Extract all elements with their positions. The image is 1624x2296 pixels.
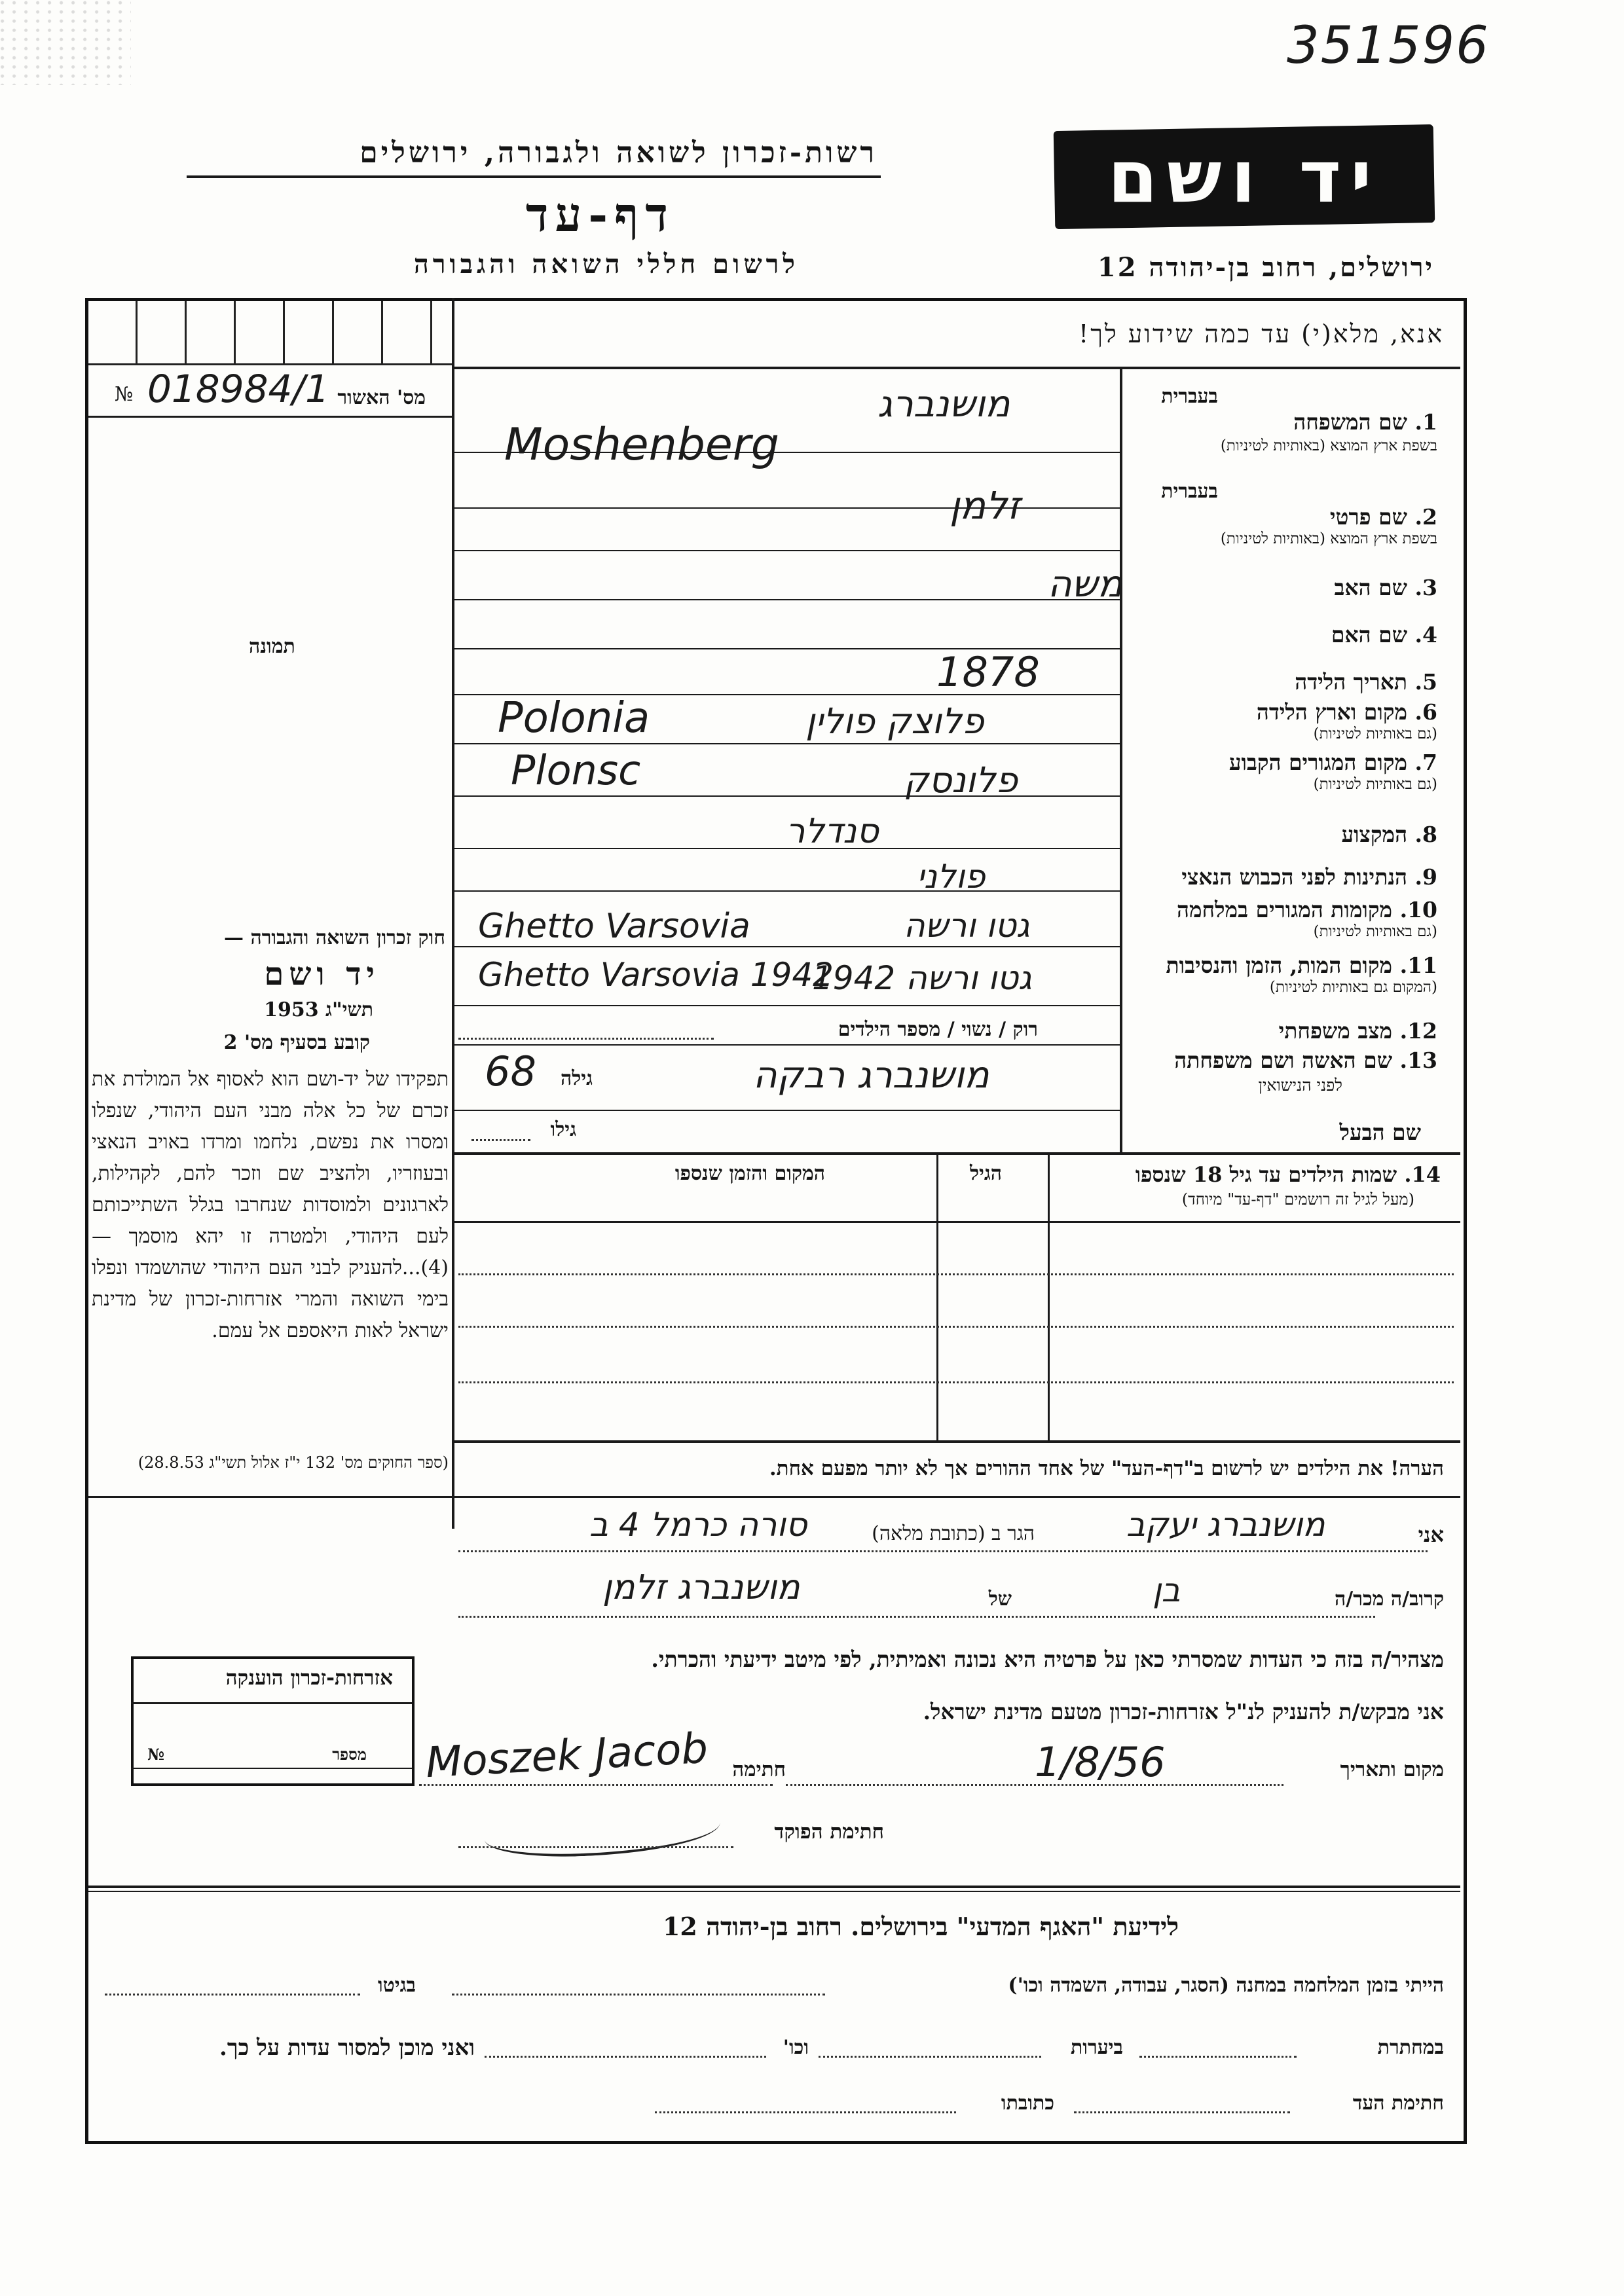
entry-rule-11	[454, 946, 1120, 947]
institution-name: רשות-זכרון לשואה ולגבורה, ירושלים	[360, 136, 877, 170]
declare-text: מצהיר/ה בזה כי העדות שמסרתי כאן על פרטיה היא נכונה ואמיתית, לפי מיטב ידיעתי והכרתי.	[651, 1647, 1444, 1672]
field-13-label: 13. שם האשה ושם משפחתה	[1174, 1048, 1437, 1073]
law-clause: קובע בסעיף מס' 2	[223, 1031, 370, 1054]
entry-rule-14	[454, 1110, 1120, 1111]
field-6-label: 6. מקום וארץ הלידה	[1256, 699, 1437, 725]
left-column-divider	[452, 298, 454, 1529]
husband-age-dots	[471, 1139, 530, 1141]
label-column-divider	[1120, 367, 1122, 1152]
birth-date: 1878	[936, 648, 1040, 696]
wartime-hebrew: גטו ורשה	[904, 907, 1030, 945]
entry-rule-8	[454, 795, 1120, 797]
children-row-3	[458, 1381, 1454, 1383]
entry-rule-13	[454, 1044, 1120, 1046]
field-11-hint: (המקום גם באותיות לטיניות)	[1269, 979, 1437, 996]
wartime-latin: Ghetto Varsovia	[478, 907, 750, 946]
bottom-line2-a: במחתרת	[1377, 2036, 1444, 2059]
scan-noise	[0, 0, 131, 85]
header-address: ירושלים, רחוב בן-יהודה 12	[1097, 252, 1434, 283]
section-rule-14	[454, 1152, 1460, 1155]
bottom-line3-dots-b	[655, 2111, 956, 2113]
bottom-line3-a: חתימת העד	[1352, 2092, 1444, 2115]
birth-place-latin: Polonia	[498, 694, 650, 742]
husband-label: שם הבעל	[1339, 1120, 1421, 1145]
official-signature-label: חתימת הפוקד	[774, 1820, 884, 1844]
bottom-line2-b: ביערות	[1070, 2036, 1123, 2059]
bottom-line2-d: ואני מוכן למסור עדות על כך.	[219, 2035, 475, 2061]
signature-label: חתימה	[732, 1758, 786, 1781]
field-3-label: 3. שם האב	[1334, 575, 1437, 600]
residence-hebrew: פלונסק	[904, 759, 1018, 801]
father-name: משה	[1048, 563, 1123, 606]
wife-name: מושנברג רבקה	[753, 1054, 989, 1097]
form-title: דף-עד	[525, 187, 674, 242]
field-5-label: 5. תאריך הלידה	[1295, 669, 1437, 695]
wife-age: 68	[485, 1048, 536, 1095]
logo-text: יד ושם	[1107, 135, 1381, 219]
approval-no-prefix: №	[115, 383, 134, 406]
bottom-line2-dots-c	[485, 2056, 766, 2058]
children-place-header: המקום והזמן שנספו	[674, 1162, 825, 1185]
field-8-label: 8. המקצוע	[1341, 822, 1437, 847]
bottom-line3-b: כתובתו	[1001, 2092, 1054, 2115]
surname-hebrew: מושנברג	[877, 383, 1010, 426]
law-name: יד ושם	[264, 956, 380, 993]
of-label: של	[988, 1588, 1012, 1611]
relation-value: בן	[1153, 1571, 1181, 1609]
children-bottom-rule	[454, 1440, 1460, 1443]
submitter-address: סורה כרמל 4 ב	[589, 1506, 807, 1544]
archive-number: 351596	[1287, 16, 1490, 75]
field-1-hint: בשפת ארץ המוצא (באותיות לטיניות)	[1220, 437, 1437, 454]
citizenship-box-title: אזרחות-זכרון הוענקה	[225, 1666, 393, 1690]
bottom-heading: לידיעת "האגף המדעי" בירושלים. רחוב בן-יהודה 12	[662, 1912, 1179, 1941]
approval-box-row	[88, 301, 452, 365]
field-4-label: 4. שם האם	[1331, 622, 1437, 647]
approval-number: 018984/1	[147, 367, 329, 411]
children-header-rule	[454, 1221, 1460, 1223]
bottom-line2-dots-b	[819, 2056, 1041, 2058]
death-latin: Ghetto Varsovia 1942	[478, 956, 834, 994]
field-2-label: 2. שם פרטי	[1329, 504, 1437, 530]
resident-label: הגר ב (כתובת מלאה)	[872, 1522, 1035, 1545]
bottom-section-rule-2	[88, 1891, 1460, 1892]
field-9-label: 9. הנתינות לפני הכבוש הנאצי	[1181, 864, 1437, 890]
photo-label: תמונה	[249, 635, 295, 658]
wife-age-label: גילה	[560, 1067, 593, 1090]
field-6-hint: (גם באותיות לטיניות)	[1313, 725, 1437, 742]
approval-label: מס' האשור	[337, 386, 426, 409]
hebrew-tag-1: בעברית	[1161, 385, 1218, 408]
bottom-line1-a: הייתי בזמן המלחמה במחנה (הסגר, עבודה, השמדה וכו')	[1008, 1974, 1444, 1997]
field-12-options: רוק / נשוי / מספר הילדים	[838, 1018, 1038, 1041]
declaration-date: 1/8/56	[1035, 1738, 1166, 1786]
profession: סנדלר	[786, 812, 879, 851]
intro-rule	[452, 367, 1460, 369]
intro-line: אנא, מלא(י) עד כמה שידוע לך!	[1079, 319, 1444, 348]
declaration-line-2	[458, 1616, 1375, 1618]
relative-of-value: מושנברג זלמן	[602, 1568, 800, 1607]
submitter-signature: Moszek Jacob	[424, 1724, 709, 1788]
citizenship-no-label: №	[147, 1745, 165, 1764]
field-7-hint: (גם באותיות לטיניות)	[1313, 776, 1437, 793]
note-text: הערה! את הילדים יש לרשום ב"דף-העד" של אחד ההורים אך לא יותר מפעם אחת.	[769, 1457, 1444, 1480]
field-14-hint: (מעל לגיל זה רושמים "דף-עד" מיוחד)	[1181, 1190, 1414, 1209]
children-col-divider-1	[1048, 1155, 1050, 1443]
field-11-label: 11. מקום המות, הזמן והנסיבות	[1166, 953, 1437, 978]
field-1-label: 1. שם המשפחה	[1293, 409, 1437, 435]
citizenship-number-rule	[131, 1768, 412, 1769]
citizenship-number-label: מספר	[332, 1745, 367, 1764]
field-12-label: 12. מצב משפחתי	[1278, 1018, 1437, 1044]
children-age-header: הגיל	[969, 1162, 1002, 1185]
form-subtitle: לרשום חללי השואה והגבורה	[413, 249, 799, 280]
bottom-line2-dots-a	[1139, 2056, 1297, 2058]
residence-latin: Plonsc	[511, 746, 641, 794]
field-2-hint: בשפת ארץ המוצא (באותיות לטיניות)	[1220, 530, 1437, 547]
bottom-line1-b: בגיטו	[377, 1974, 416, 1997]
law-heading: חוק זכרון השואה והגבורה —	[224, 926, 445, 949]
entry-rule-12	[454, 1005, 1120, 1006]
bottom-line1-dots-b	[105, 1994, 360, 1995]
children-row-2	[458, 1326, 1454, 1328]
husband-age-label: גילו	[550, 1118, 576, 1141]
law-year: תשי"ג 1953	[264, 998, 373, 1021]
approval-line	[88, 416, 452, 418]
bottom-line2-c: וכו'	[783, 2036, 809, 2059]
first-name-hebrew: זלמן	[950, 483, 1021, 528]
citizenship: פולני	[917, 858, 986, 896]
request-text: אני מבקש/ת להעניק לנ"ל אזרחות-זכרון מטעם מדינת ישראל.	[923, 1699, 1444, 1724]
citizenship-box-rule	[131, 1702, 412, 1704]
birth-place-hebrew: פלוצק פולין	[805, 701, 984, 742]
entry-rule-7	[454, 743, 1120, 744]
bottom-section-rule-1	[88, 1886, 1460, 1888]
field-13-hint: לפני הנישואין	[1258, 1076, 1342, 1095]
note-rule	[454, 1496, 1460, 1498]
place-date-line	[786, 1784, 1283, 1786]
surname-latin: Moshenberg	[504, 419, 779, 471]
field-7-label: 7. מקום המגורים הקבוע	[1228, 750, 1437, 775]
field-14-label: 14. שמות הילדים עד גיל 18 שנספו	[1135, 1162, 1441, 1187]
official-signature-line	[458, 1846, 733, 1848]
field-12-dots	[458, 1038, 714, 1040]
law-box-bottom-rule	[88, 1496, 452, 1498]
bottom-line3-dots-a	[1074, 2111, 1290, 2113]
entry-rule-10	[454, 890, 1120, 892]
bottom-line1-dots-a	[452, 1994, 825, 1995]
children-row-1	[458, 1273, 1454, 1275]
field-10-label: 10. מקומות המגורים במלחמה	[1177, 897, 1437, 922]
entry-rule-4	[454, 599, 1120, 600]
declaration-i-label: אני	[1418, 1522, 1444, 1547]
declaration-line-1	[458, 1550, 1428, 1552]
relation-label: קרוב/ה מכר/ה	[1335, 1588, 1444, 1611]
entry-rule-3	[454, 550, 1120, 551]
children-col-divider-2	[936, 1155, 938, 1443]
death-hebrew: גטו ורשה 1942	[812, 959, 1032, 997]
law-source: (ספר החוקים מס' 132 י"ז אלול תשי"ג 28.8.53)	[138, 1453, 449, 1472]
submitter-name: מושנברג יעקב	[1126, 1506, 1325, 1544]
place-date-label: מקום ותאריך	[1340, 1758, 1444, 1781]
header-rule	[187, 175, 881, 178]
field-10-hint: (גם באותיות לטיניות)	[1313, 923, 1437, 940]
signature-line	[419, 1784, 773, 1786]
hebrew-tag-2: בעברית	[1161, 480, 1218, 503]
law-text: תפקידו של יד-ושם הוא לאסוף אל המולדת את זכרם של כל אלה מבני העם היהודי, שנפלו ומסרו את נפשם, נלחמו ומרדו באויב הנאצי ובעוזריו, ולהציב שם וזכר להם, לקהילות, לארגונים ולמוסדות שנחרבו בגלל השתייכותם לעם היהודי, ולמטרה זו יהא מוסמך — (4)...להעניק לבני העם היהודי שהושמדו ונפלו בימי השואה והמרי אזרחות-זכרון של מדינת ישראל לאות היאספם אל עמם.	[92, 1068, 449, 1342]
